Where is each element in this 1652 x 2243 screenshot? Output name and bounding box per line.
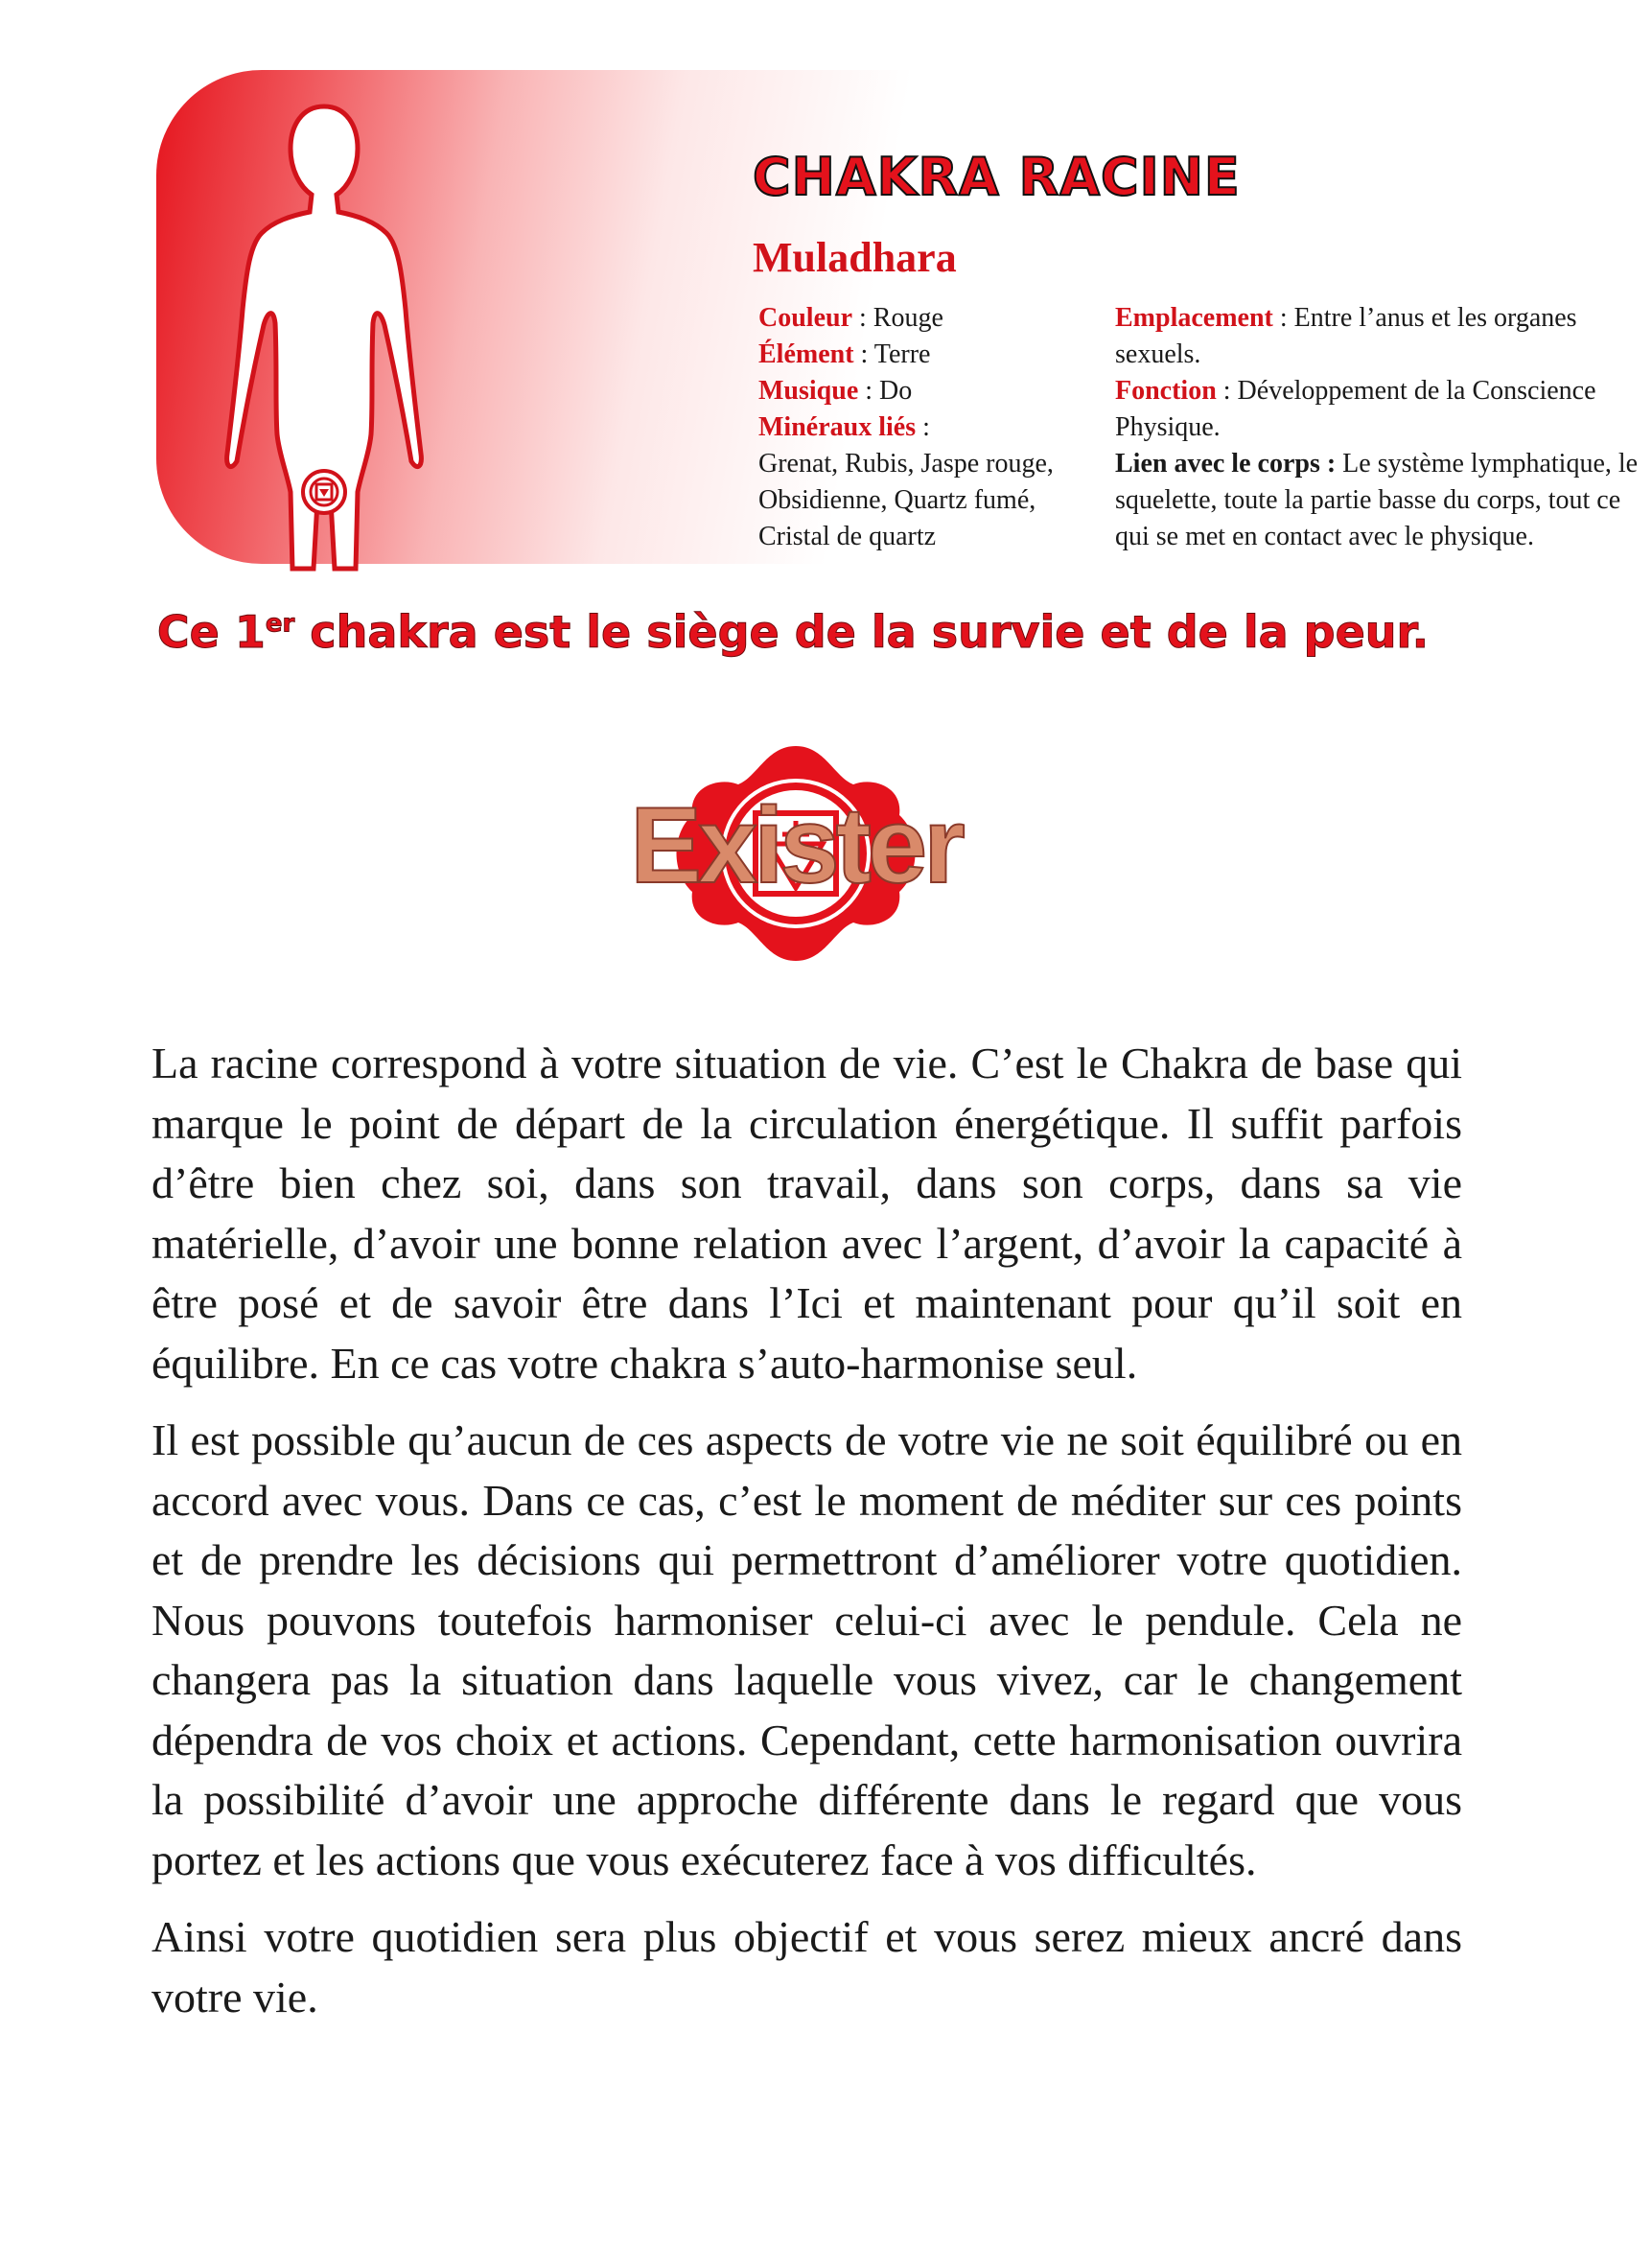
property-value: : Terre <box>853 339 931 369</box>
property-label: Fonction <box>1115 376 1217 406</box>
property-couleur <box>758 300 1099 337</box>
root-chakra-symbol-icon <box>303 471 345 513</box>
property-label: Couleur <box>758 303 852 333</box>
tagline-start: Ce 1 <box>156 606 266 658</box>
exister-emblem <box>594 738 997 969</box>
property-value: : Do <box>858 376 913 406</box>
paragraph: Ainsi votre quotidien sera plus objectif et vous serez mieux ancré dans votre vie. <box>151 1912 1462 2021</box>
property-value: : Développement de la Conscience Physique. <box>1115 376 1596 442</box>
tagline-ordinal: er <box>265 609 295 639</box>
paragraph: La racine correspond à votre situation de vie. C’est le Chakra de base qui marque le point de départ de la circulation énergétique. Il suffit parfois d’être bien chez soi, dans son travail, dans son corps, dans sa vie matérielle, d’avoir une bonne relation avec l’argent, d’avoir la capacité à être posé et de savoir être dans l’Ici et maintenant pour qu’il soit en équilibre. En ce cas votre chakra s’auto-harmonise seul. <box>151 1039 1462 1388</box>
exister-word: Exister <box>630 785 962 905</box>
property-value: Le système lymphatique, le squelette, toute la partie basse du corps, tout ce qui se met en contact avec le physique. <box>1115 449 1639 551</box>
property-separator: : <box>916 412 930 442</box>
property-lien <box>1115 446 1652 555</box>
property-value: : Entre l’anus et les organes sexuels. <box>1115 303 1577 369</box>
property-label: Minéraux liés <box>758 412 917 442</box>
page-title: CHAKRA RACINE <box>753 147 1241 207</box>
paragraph: Il est possible qu’aucun de ces aspects de votre vie ne soit équilibré ou en accord avec vous. Dans ce cas, c’est le moment de méditer sur ces points et de prendre les décisions qui permettront d’améliorer votre quotidien. Nous pouvons toutefois harmoniser celui-ci avec le pendule. Cela ne changera pas la situation dans laquelle vous vivez, car le changement dépendra de vos choix et actions. Cependant, cette harmonisation ouvrira la possibilité d’avoir une approche différente dans le regard que vous portez et les actions que vous exécuterez face à vos difficultés. <box>151 1415 1462 1884</box>
property-value: : Rouge <box>852 303 943 333</box>
property-emplacement <box>1115 300 1652 373</box>
chakra-tagline <box>0 606 1586 658</box>
human-silhouette-icon <box>195 89 454 569</box>
property-label: Élément <box>758 339 854 369</box>
property-musique <box>758 373 1099 409</box>
property-label: Lien avec le corps : <box>1115 449 1337 479</box>
property-label: Emplacement <box>1115 303 1273 333</box>
properties-right-column <box>1115 300 1652 555</box>
body-text <box>151 1034 1462 2044</box>
property-mineraux <box>758 409 1099 446</box>
property-label: Musique <box>758 376 859 406</box>
property-fonction <box>1115 373 1652 446</box>
tagline-end: chakra est le siège de la survie et de la peur. <box>294 606 1430 658</box>
chakra-sanskrit-name: Muladhara <box>753 234 957 281</box>
properties-left-column <box>758 300 1099 555</box>
property-element <box>758 337 1099 373</box>
property-mineraux-value: Grenat, Rubis, Jaspe rouge, Obsidienne, Quartz fumé, Cristal de quartz <box>758 449 1054 551</box>
chakra-header-card <box>156 70 1639 564</box>
